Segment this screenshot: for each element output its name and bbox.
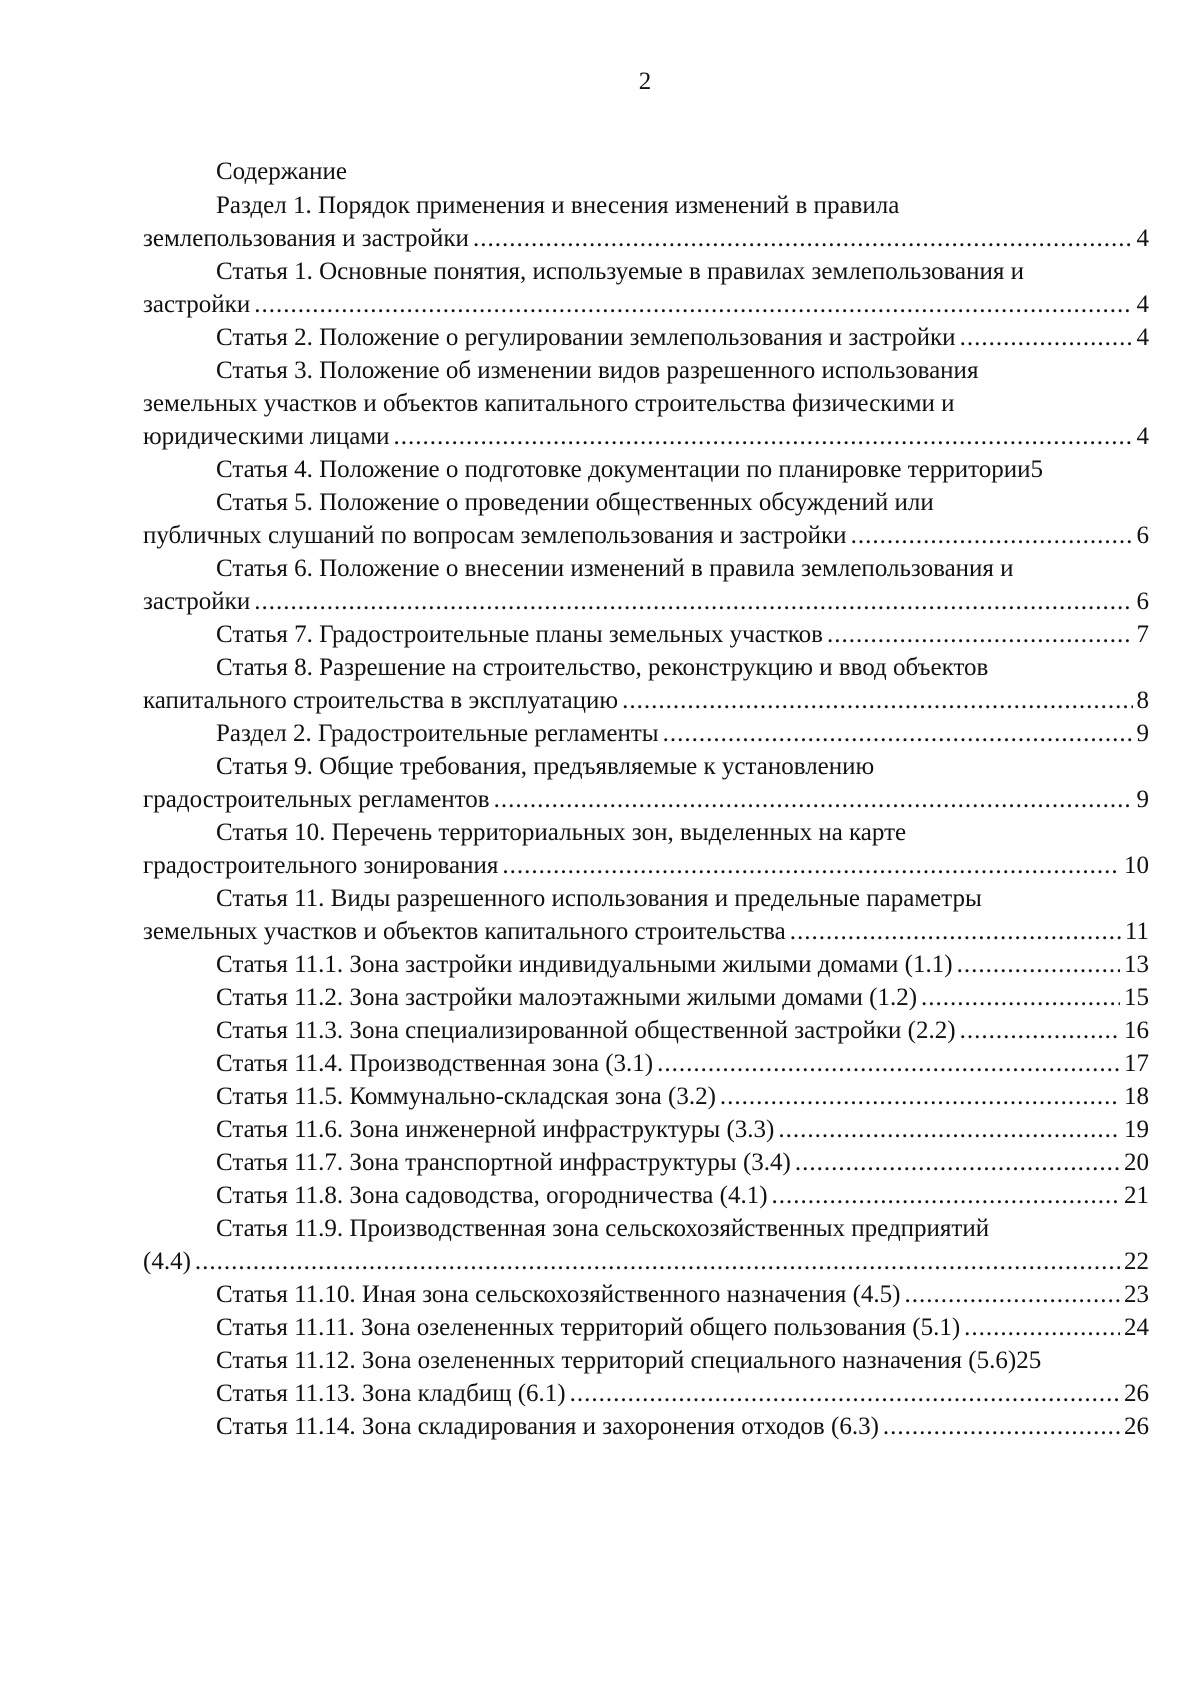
toc-page-number: 10: [1124, 852, 1149, 879]
toc-page-number: 26: [1124, 1413, 1149, 1440]
toc-leader-dots: [657, 1047, 1120, 1080]
toc-entry-line: [143, 519, 1149, 552]
toc-entry-title: Статья 11.7. Зона транспортной инфраструктуры (3.4): [216, 1149, 791, 1176]
toc-entry[interactable]: [143, 1311, 1149, 1344]
toc-leader-dots: [960, 1014, 1120, 1047]
toc-entry[interactable]: [143, 321, 1149, 354]
toc-entry[interactable]: [143, 948, 1149, 981]
toc-leader-dots: [494, 783, 1133, 816]
toc-entry-title: градостроительных регламентов: [143, 786, 490, 813]
toc-leader-dots: [394, 420, 1133, 453]
toc-leader-dots: [254, 585, 1132, 618]
toc-entry[interactable]: [143, 1278, 1149, 1311]
toc-entry-first-line: Раздел 1. Порядок применения и внесения изменений в правила: [216, 192, 900, 219]
toc-entry[interactable]: [143, 354, 1149, 453]
toc-page-number: 7: [1136, 621, 1149, 648]
toc-entry-line: [143, 1080, 1149, 1113]
toc-page-number: 4: [1136, 225, 1149, 252]
toc-entry-line: [143, 1113, 1149, 1146]
toc-entry-line: [143, 1146, 1149, 1179]
toc-leader-dots: [960, 321, 1133, 354]
toc-entry[interactable]: [143, 882, 1149, 948]
toc-entry[interactable]: [143, 1080, 1149, 1113]
toc-entry-title: Статья 11.1. Зона застройки индивидуальными жилыми домами (1.1): [216, 951, 953, 978]
toc-heading: Содержание: [216, 158, 347, 185]
toc-entry-title: Статья 11.14. Зона складирования и захоронения отходов (6.3): [216, 1413, 879, 1440]
toc-page-number: 21: [1124, 1182, 1149, 1209]
toc-leader-dots: [795, 1146, 1120, 1179]
toc-entry-line: [143, 420, 1149, 453]
toc-entry-title: Статья 11.11. Зона озелененных территорий общего пользования (5.1): [216, 1314, 961, 1341]
toc-entry[interactable]: [143, 750, 1149, 816]
toc-leader-dots: [778, 1113, 1120, 1146]
toc-entry-title: Раздел 2. Градостроительные регламенты: [216, 720, 659, 747]
toc-leader-dots: [905, 1278, 1121, 1311]
toc-entry-title: (4.4): [143, 1248, 191, 1275]
toc-entry-title: градостроительного зонирования: [143, 852, 499, 879]
toc-leader-dots: [921, 981, 1120, 1014]
toc-leader-dots: [964, 1311, 1120, 1344]
toc-entry[interactable]: [143, 1377, 1149, 1410]
toc-leader-dots: [254, 288, 1132, 321]
toc-entry-line: [143, 321, 1149, 354]
toc-entry[interactable]: [143, 1047, 1149, 1080]
toc-entry[interactable]: [143, 618, 1149, 651]
toc-entry-line: [143, 948, 1149, 981]
toc-entry-title: Статья 4. Положение о подготовке документации по планировке территории: [216, 456, 1031, 483]
toc-page-number: 13: [1124, 951, 1149, 978]
toc-entry[interactable]: [143, 816, 1149, 882]
toc-entry-title: Статья 11.8. Зона садоводства, огородничества (4.1): [216, 1182, 768, 1209]
toc-entry-line: [143, 1047, 1149, 1080]
toc-leader-dots: [502, 849, 1120, 882]
toc-entry[interactable]: [143, 189, 1149, 255]
toc-entry-line: [143, 849, 1149, 882]
toc-entry-line: [143, 717, 1149, 750]
toc-entry-line: [143, 783, 1149, 816]
toc-page-number: 22: [1124, 1248, 1149, 1275]
toc-page-number: 9: [1136, 720, 1149, 747]
toc-entry-first-line: Статья 5. Положение о проведении общественных обсуждений или: [216, 489, 934, 516]
toc-entry-line: [143, 222, 1149, 255]
toc-leader-dots: [570, 1377, 1120, 1410]
toc-entry-first-line: Статья 6. Положение о внесении изменений в правила землепользования и: [216, 555, 1014, 582]
toc-page-number: 5: [1030, 456, 1043, 483]
toc-entry-title: земельных участков и объектов капитального строительства: [143, 918, 786, 945]
toc-page-number: 20: [1124, 1149, 1149, 1176]
toc-page-number: 17: [1124, 1050, 1149, 1077]
toc-entry-title: Статья 11.13. Зона кладбищ (6.1): [216, 1380, 566, 1407]
toc-entry[interactable]: [143, 552, 1149, 618]
toc-entry-line: [143, 1344, 1149, 1377]
toc-entry-title: Статья 11.6. Зона инженерной инфраструктуры (3.3): [216, 1116, 775, 1143]
toc-leader-dots: [473, 222, 1133, 255]
toc-entry-first-line: Статья 1. Основные понятия, используемые в правилах землепользования и: [216, 258, 1025, 285]
toc-page-number: 24: [1124, 1314, 1149, 1341]
toc-entry-title: Статья 11.5. Коммунально-складская зона (3.2): [216, 1083, 716, 1110]
toc-entry-line: [143, 1410, 1149, 1443]
toc-entry[interactable]: [143, 486, 1149, 552]
toc-entry-title: Статья 11.3. Зона специализированной общественной застройки (2.2): [216, 1017, 956, 1044]
toc-entry-first-line: Статья 9. Общие требования, предъявляемые к установлению: [216, 753, 875, 780]
toc-entry[interactable]: [143, 1344, 1149, 1377]
toc-entry-line: [143, 981, 1149, 1014]
toc-entry-line: [143, 453, 1149, 486]
toc-entry-title: Статья 11.4. Производственная зона (3.1): [216, 1050, 654, 1077]
toc-page-number: 19: [1124, 1116, 1149, 1143]
page-number: 2: [638, 68, 652, 95]
toc-entry[interactable]: [143, 1146, 1149, 1179]
toc-entry[interactable]: [143, 1113, 1149, 1146]
toc-leader-dots: [957, 948, 1120, 981]
toc-entry-first-line: Статья 11.9. Производственная зона сельскохозяйственных предприятий: [216, 1215, 990, 1242]
toc-entry-first-line: Статья 10. Перечень территориальных зон, выделенных на карте: [216, 819, 907, 846]
toc-entry-title: Статья 2. Положение о регулировании землепользования и застройки: [216, 324, 956, 351]
toc-page-number: 6: [1136, 588, 1149, 615]
toc-entry-title: Статья 7. Градостроительные планы земельных участков: [216, 621, 823, 648]
toc-entry-title: землепользования и застройки: [143, 225, 469, 252]
toc-entry-line: [143, 1311, 1149, 1344]
toc-entry[interactable]: [143, 717, 1149, 750]
toc-entry-line: [143, 684, 1149, 717]
toc-entry[interactable]: [143, 651, 1149, 717]
table-of-contents: [143, 156, 1149, 1443]
toc-page-number: 6: [1136, 522, 1149, 549]
toc-entry[interactable]: [143, 1179, 1149, 1212]
toc-page-number: 15: [1124, 984, 1149, 1011]
toc-entry-title: юридическими лицами: [143, 423, 390, 450]
toc-leader-dots: [622, 684, 1132, 717]
toc-entry[interactable]: [143, 453, 1149, 486]
toc-entry-first-line: Статья 11. Виды разрешенного использования и предельные параметры: [216, 885, 982, 912]
toc-page-number: 23: [1124, 1281, 1149, 1308]
toc-entry-line: [143, 288, 1149, 321]
toc-leader-dots: [827, 618, 1133, 651]
toc-entry[interactable]: [143, 1410, 1149, 1443]
toc-entry-title: застройки: [143, 291, 251, 318]
toc-leader-dots: [195, 1245, 1120, 1278]
toc-entry-line: [143, 1377, 1149, 1410]
toc-page-number: 4: [1136, 291, 1149, 318]
toc-leader-dots: [772, 1179, 1120, 1212]
toc-entry-title: Статья 11.2. Зона застройки малоэтажными жилыми домами (1.2): [216, 984, 918, 1011]
toc-leader-dots: [663, 717, 1133, 750]
toc-leader-dots: [720, 1080, 1120, 1113]
toc-entry-title: застройки: [143, 588, 251, 615]
toc-entry-first-line: Статья 8. Разрешение на строительство, реконструкцию и ввод объектов: [216, 654, 989, 681]
toc-page-number: 4: [1136, 324, 1149, 351]
toc-entry-continuation-line: земельных участков и объектов капитального строительства физическими и: [143, 390, 955, 417]
toc-entry-line: [143, 1014, 1149, 1047]
toc-entry-line: [143, 618, 1149, 651]
toc-leader-dots: [851, 519, 1133, 552]
toc-page-number: 4: [1136, 423, 1149, 450]
toc-entry[interactable]: [143, 1014, 1149, 1047]
toc-page-number: 26: [1124, 1380, 1149, 1407]
toc-leader-dots: [883, 1410, 1120, 1443]
toc-entry-line: [143, 1278, 1149, 1311]
toc-entry-first-line: Статья 3. Положение об изменении видов разрешенного использования: [216, 357, 979, 384]
toc-page-number: 9: [1136, 786, 1149, 813]
toc-page-number: 25: [1016, 1347, 1042, 1374]
toc-entry-line: [143, 585, 1149, 618]
toc-entry[interactable]: [143, 1212, 1149, 1278]
toc-entry[interactable]: [143, 981, 1149, 1014]
toc-entries: [143, 189, 1149, 1443]
toc-page-number: 8: [1136, 687, 1149, 714]
toc-entry-title: капитального строительства в эксплуатацию: [143, 687, 619, 714]
toc-page-number: 11: [1124, 918, 1149, 945]
toc-entry-line: [143, 1179, 1149, 1212]
toc-entry-title: Статья 11.12. Зона озелененных территорий специального назначения (5.6): [216, 1347, 1017, 1374]
toc-entry-line: [143, 1245, 1149, 1278]
toc-entry[interactable]: [143, 255, 1149, 321]
toc-entry-title: публичных слушаний по вопросам землепользования и застройки: [143, 522, 847, 549]
toc-page-number: 16: [1124, 1017, 1149, 1044]
toc-leader-dots: [790, 915, 1121, 948]
toc-page-number: 18: [1124, 1083, 1149, 1110]
toc-entry-title: Статья 11.10. Иная зона сельскохозяйственного назначения (4.5): [216, 1281, 901, 1308]
toc-entry-line: [143, 915, 1149, 948]
